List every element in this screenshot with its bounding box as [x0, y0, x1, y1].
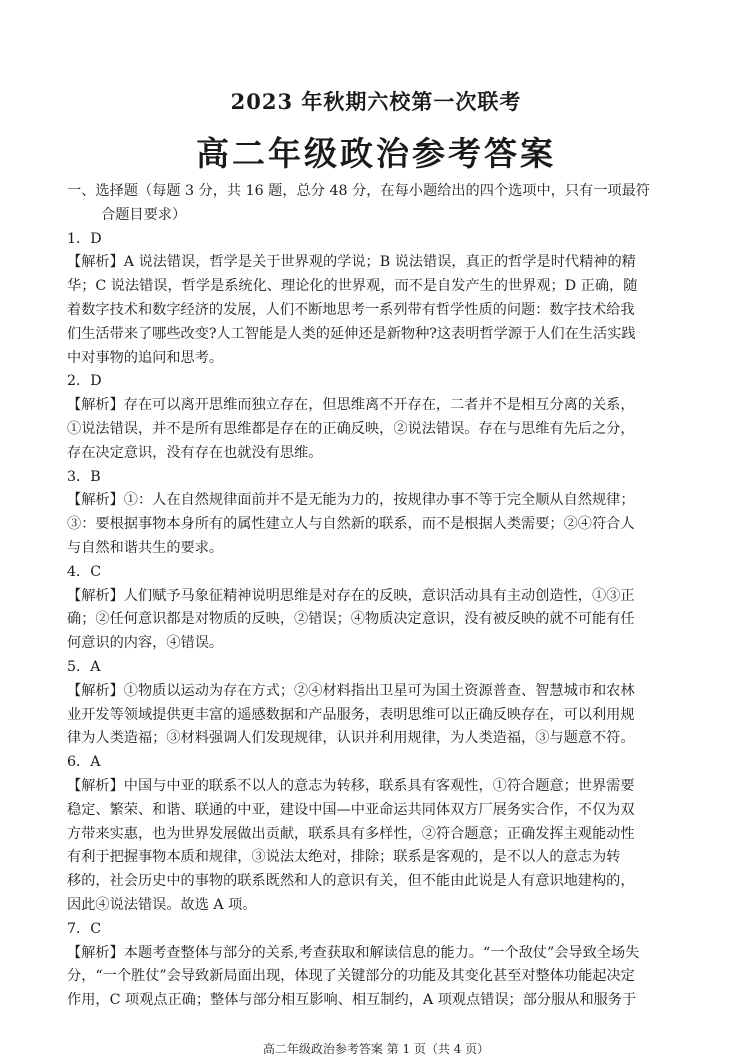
explanation-line: 【解析】A 说法错误，哲学是关于世界观的学说；B 说法错误，真正的哲学是时代精神的精: [67, 254, 636, 271]
section-heading: 一、选择题（每题 3 分，共 16 题，总分 48 分，在每小题给出的四个选项中，只有一项最符: [67, 183, 650, 199]
question-list: [67, 228, 694, 1013]
question-block: [67, 918, 694, 1013]
question-block: [67, 656, 694, 751]
explanation-line: 方带来实惠，也为世界发展做出贡献，联系具有多样性，②符合题意；正确发挥主观能动性: [67, 825, 635, 842]
question-answer-key: 1．D: [67, 230, 102, 247]
exam-title: 2023 年秋期六校第一次联考: [230, 89, 522, 114]
explanation-line: 【解析】本题考查整体与部分的关系,考查获取和解读信息的能力。“一个敌仗”会导致全场失: [67, 944, 640, 961]
explanation-line: 分，“一个胜仗”会导致新局面出现，体现了关键部分的功能及其变化甚至对整体功能起决定: [67, 968, 635, 985]
page-footer: 高二年级政治参考答案 第 1 页（共 4 页）: [262, 1042, 490, 1056]
explanation-line: 何意识的内容，④错误。: [67, 635, 224, 652]
section-heading-continued: 合题目要求）: [101, 206, 187, 223]
question-block: [67, 228, 694, 371]
question-answer-key: 4．C: [67, 563, 102, 580]
explanation-line: 与自然和谐共生的要求。: [67, 539, 224, 556]
document-title: 高二年级政治参考答案: [196, 134, 556, 173]
explanation-line: 【解析】①：人在自然规律面前并不是无能为力的，按规律办事不等于完全顺从自然规律；: [67, 492, 635, 509]
question-answer-key: 6．A: [67, 754, 101, 771]
explanation-line: 确；②任何意识都是对物质的反映，②错误；④物质决定意识，没有被反映的就不可能有任: [67, 611, 635, 628]
explanation-line: 【解析】中国与中亚的联系不以人的意志为转移，联系具有客观性，①符合题意；世界需要: [67, 777, 635, 794]
explanation-line: 业开发等领域提供更丰富的遥感数据和产品服务，表明思维可以正确反映存在，可以利用规: [67, 706, 635, 723]
explanation-line: 【解析】①物质以运动为存在方式；②④材料指出卫星可为国土资源普查、智慧城市和农林: [67, 682, 635, 699]
question-block: [67, 751, 694, 918]
explanation-line: ①说法错误，并不是所有思维都是存在的正确反映，②说法错误。存在与思维有先后之分，: [67, 420, 635, 437]
explanation-line: 【解析】人们赋予马象征精神说明思维是对存在的反映，意识活动具有主动创造性，①③正: [67, 587, 635, 604]
question-answer-key: 2．D: [67, 373, 102, 390]
question-answer-key: 3．B: [67, 468, 101, 485]
question-block: [67, 370, 694, 465]
explanation-line: 中对事物的追问和思考。: [67, 349, 224, 366]
answer-content: [67, 180, 694, 1013]
explanation-line: 华；C 说法错误，哲学是系统化、理论化的世界观，而不是自发产生的世界观；D 正确，随: [67, 278, 638, 295]
explanation-line: 稳定、繁荣、和谐、联通的中亚，建设中国—中亚命运共同体双方厂展务实合作，不仅为双: [67, 801, 635, 818]
question-answer-key: 7．C: [67, 920, 102, 937]
explanation-line: 们生活带来了哪些改变?人工智能是人类的延伸还是新物种?这表明哲学源于人们在生活实践: [67, 325, 636, 342]
explanation-line: 存在决定意识，没有存在也就没有思维。: [67, 444, 323, 461]
explanation-line: 移的，社会历史中的事物的联系既然和人的意识有关，但不能由此说是人有意识地建构的，: [67, 873, 635, 890]
explanation-line: 律为人类造福；③材料强调人们发现规律，认识并利用规律，为人类造福，③与题意不符。: [67, 730, 635, 747]
explanation-line: 着数字技术和数字经济的发展，人们不断地思考一系列带有哲学性质的问题：数字技术给我: [67, 301, 635, 318]
explanation-line: 有利于把握事物本质和规律，③说法太绝对，排除；联系是客观的，是不以人的意志为转: [67, 849, 621, 866]
question-block: [67, 466, 694, 561]
question-answer-key: 5．A: [67, 658, 101, 675]
explanation-line: 作用，C 项观点正确；整体与部分相互影响、相互制约，A 项观点错误；部分服从和服务于: [67, 992, 637, 1009]
question-block: [67, 561, 694, 656]
explanation-line: 【解析】存在可以离开思维而独立存在，但思维离不开存在，二者并不是相互分离的关系，: [67, 397, 635, 414]
explanation-line: 因此④说法错误。故选 A 项。: [67, 896, 257, 913]
explanation-line: ③：要根据事物本身所有的属性建立人与自然新的联系，而不是根据人类需要；②④符合人: [67, 516, 635, 533]
